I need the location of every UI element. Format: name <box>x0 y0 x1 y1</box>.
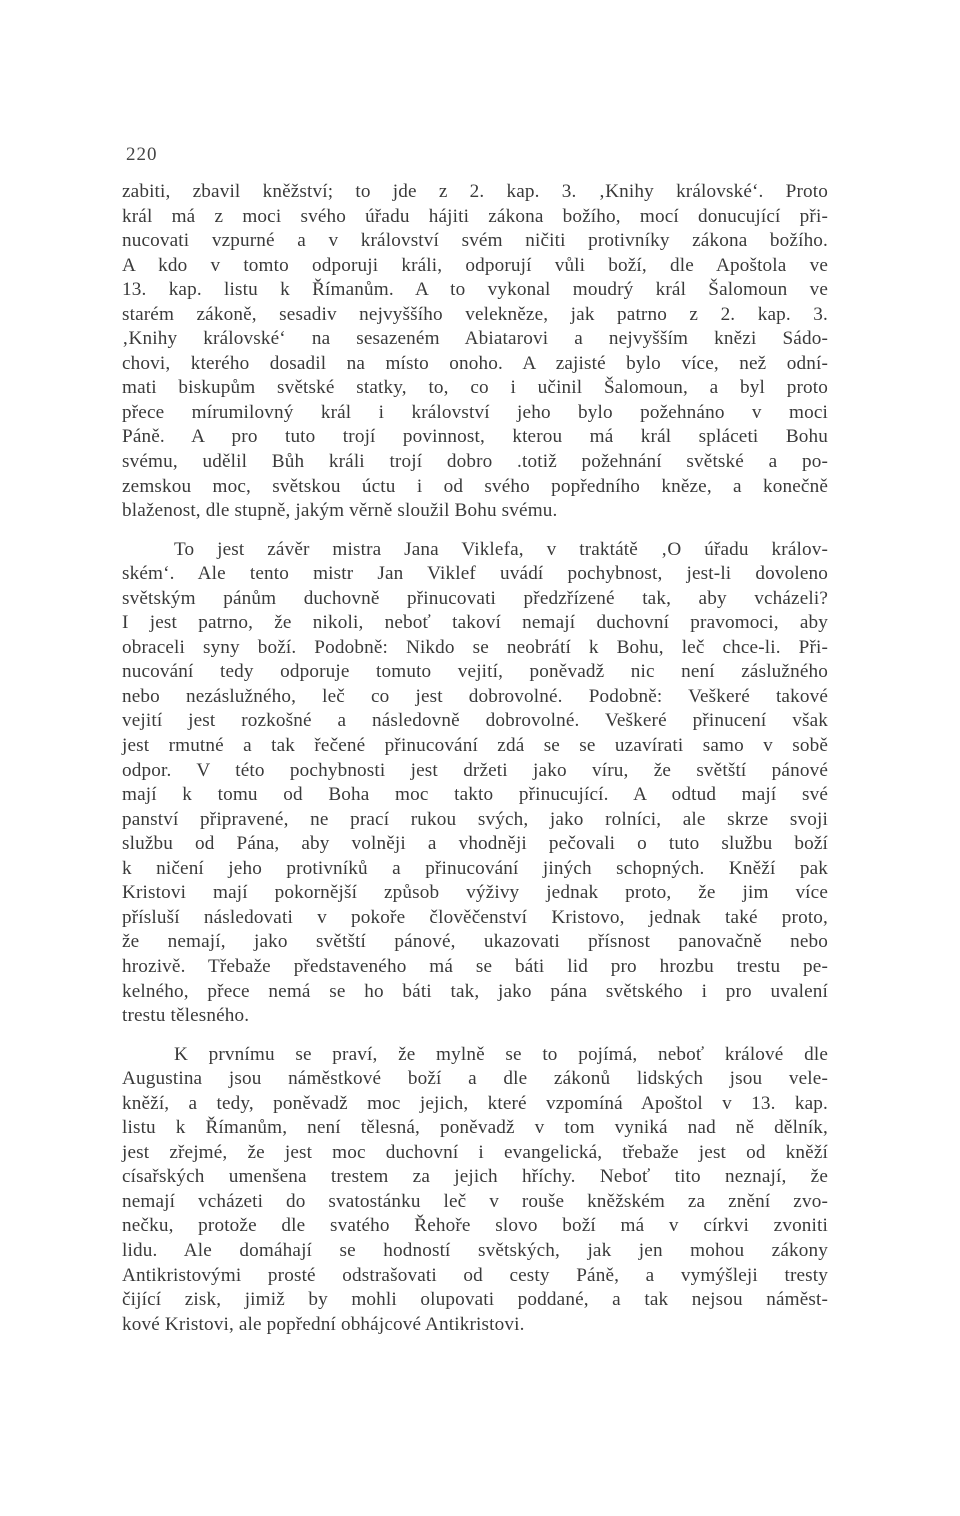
text-line: blaženost, dle stupně, jakým věrně sloužil Bohu svému. <box>122 500 558 522</box>
text-line: nečku, protože dle svatého Řehoře slovo boží má v církvi zvoniti <box>122 1215 828 1237</box>
text-line: kněží, a tedy, poněvadž moc jejich, které vzpomíná Apoštol v 13. kap. <box>122 1092 828 1114</box>
text-line: nucování tedy odporuje tomuto vejití, poněvadž nic není záslužného <box>122 661 828 683</box>
text-line: svému, udělil Bůh králi trojí dobro .totiž požehnání světské a po- <box>122 451 828 473</box>
text-line: A kdo v tomto odporuji králi, odporují vůli boží, dle Apoštola ve <box>122 254 828 276</box>
text-line: přece mírumilovný král i království jeho bylo požehnáno v moci <box>122 401 828 423</box>
text-line: Augustina jsou náměstkové boží a dle zákonů lidských jsou vele- <box>122 1068 828 1090</box>
text-line: zemskou moc, světskou úctu i od svého popředního kněze, a konečně <box>122 475 828 497</box>
text-line: nucovati vzpurné a v království svém ničiti protivníky zákona božího. <box>122 230 828 252</box>
text-line: ‚Knihy královské‘ na sesazeném Abiatarovi a nejvyšším knězi Sádo- <box>122 328 828 350</box>
text-line: 13. kap. listu k Římanům. A to vykonal moudrý král Šalomoun ve <box>122 279 828 301</box>
text-line: I jest patrno, že nikoli, neboť takoví nemají duchovní pravomoci, aby <box>122 612 828 634</box>
text-line: kové Kristovi, ale popřední obhájcové Antikristovi. <box>122 1313 525 1335</box>
text-line: jest rmutné a tak řečené přinucování zdá se se uzavírati samo v sobě <box>122 735 828 757</box>
text-line: chovi, kterého dosadil na místo onoho. A zajisté bylo více, než odní- <box>122 352 828 374</box>
text-line: čijící zisk, jimiž by mohli olupovati poddané, a tak nejsou náměst- <box>122 1289 828 1311</box>
text-line: odpor. V této pochybnosti jest držeti jako víru, že světští pánové <box>122 759 828 781</box>
text-line: světským pánům duchovně přinucovati předzřízené tak, aby vcházeli? <box>122 587 828 609</box>
text-line: To jest závěr mistra Jana Viklefa, v traktátě ‚O úřadu králov- <box>174 538 828 560</box>
text-line: Kristovi mají pokornější způsob výživy jednak proto, že jim více <box>122 882 828 904</box>
text-line: starém zákoně, sesadiv nejvyššího velekněze, jak patrno z 2. kap. 3. <box>122 303 828 325</box>
text-line: mati biskupům světské statky, to, co i učinil Šalomoun, a byl proto <box>122 377 828 399</box>
text-line: nemají vcházeti do svatostánku leč v rouše kněžském za znění zvo- <box>122 1190 828 1212</box>
text-line: zabiti, zbavil kněžství; to jde z 2. kap. 3. ‚Knihy královské‘. Proto <box>122 181 828 202</box>
page-number: 220 <box>126 144 158 165</box>
text-line: trestu tělesného. <box>122 1005 250 1027</box>
text-line: lidu. Ale domáhají se hodností světských, jak jen mohou zákony <box>122 1239 828 1261</box>
text-line: panství připravené, ne prací rukou svých, jako rolníci, ale skrze svoji <box>122 808 828 830</box>
text-line: hrozivě. Třebaže představeného má se báti lid pro hrozbu trestu pe- <box>122 955 828 977</box>
text-line: vejití jest rozkošné a následovně dobrovolné. Veškeré přinucení však <box>122 710 828 732</box>
text-line: Antikristovými prosté odstrašovati od cesty Páně, a vymýšleji tresty <box>122 1264 828 1286</box>
text-line: Páně. A pro tuto trojí povinnost, kterou má král spláceti Bohu <box>122 426 828 448</box>
paragraph <box>122 1043 828 1338</box>
text-line: K prvnímu se praví, že mylně se to pojímá, neboť králové dle <box>174 1043 828 1065</box>
text-line: král má z moci svého úřadu hájiti zákona božího, mocí donucující při- <box>122 205 828 227</box>
text-line: císařských umenšena trestem za jejich hříchy. Neboť tito neznají, že <box>122 1166 828 1188</box>
text-line: přísluší následovati v pokoře člověčenství Kristovo, jednak také proto, <box>122 906 828 928</box>
text-line: obraceli syny boží. Podobně: Nikdo se neobrátí k Bohu, leč chce-li. Při- <box>122 636 828 658</box>
text-line: že nemají, jako světští pánové, ukazovati přísnost panovačně nebo <box>122 931 828 953</box>
text-line: listu k Římanům, není tělesná, poněvadž v tom vyniká nad ně dělník, <box>122 1117 828 1139</box>
text-line: službu od Pána, aby volněji a vhodněji pečovali o tuto službu boží <box>122 833 828 855</box>
body-text <box>122 180 828 1337</box>
text-line: ském‘. Ale tento mistr Jan Viklef uvádí pochybnost, jest-li dovoleno <box>122 563 828 585</box>
paragraph <box>122 538 828 1029</box>
paragraph <box>122 180 828 524</box>
text-line: mají k tomu od Boha moc takto přinucující. A odtud mají své <box>122 784 828 806</box>
text-line: jest zřejmé, že jest moc duchovní i evangelická, třebaže jest od kněží <box>122 1141 828 1163</box>
text-line: nebo nezáslužného, leč co jest dobrovolné. Podobně: Veškeré takové <box>122 685 828 707</box>
text-line: kelného, přece nemá se ho báti tak, jako pána světského i pro uvalení <box>122 980 828 1002</box>
text-line: k ničení jeho protivníků a přinucování jiných schopných. Kněží pak <box>122 857 828 879</box>
